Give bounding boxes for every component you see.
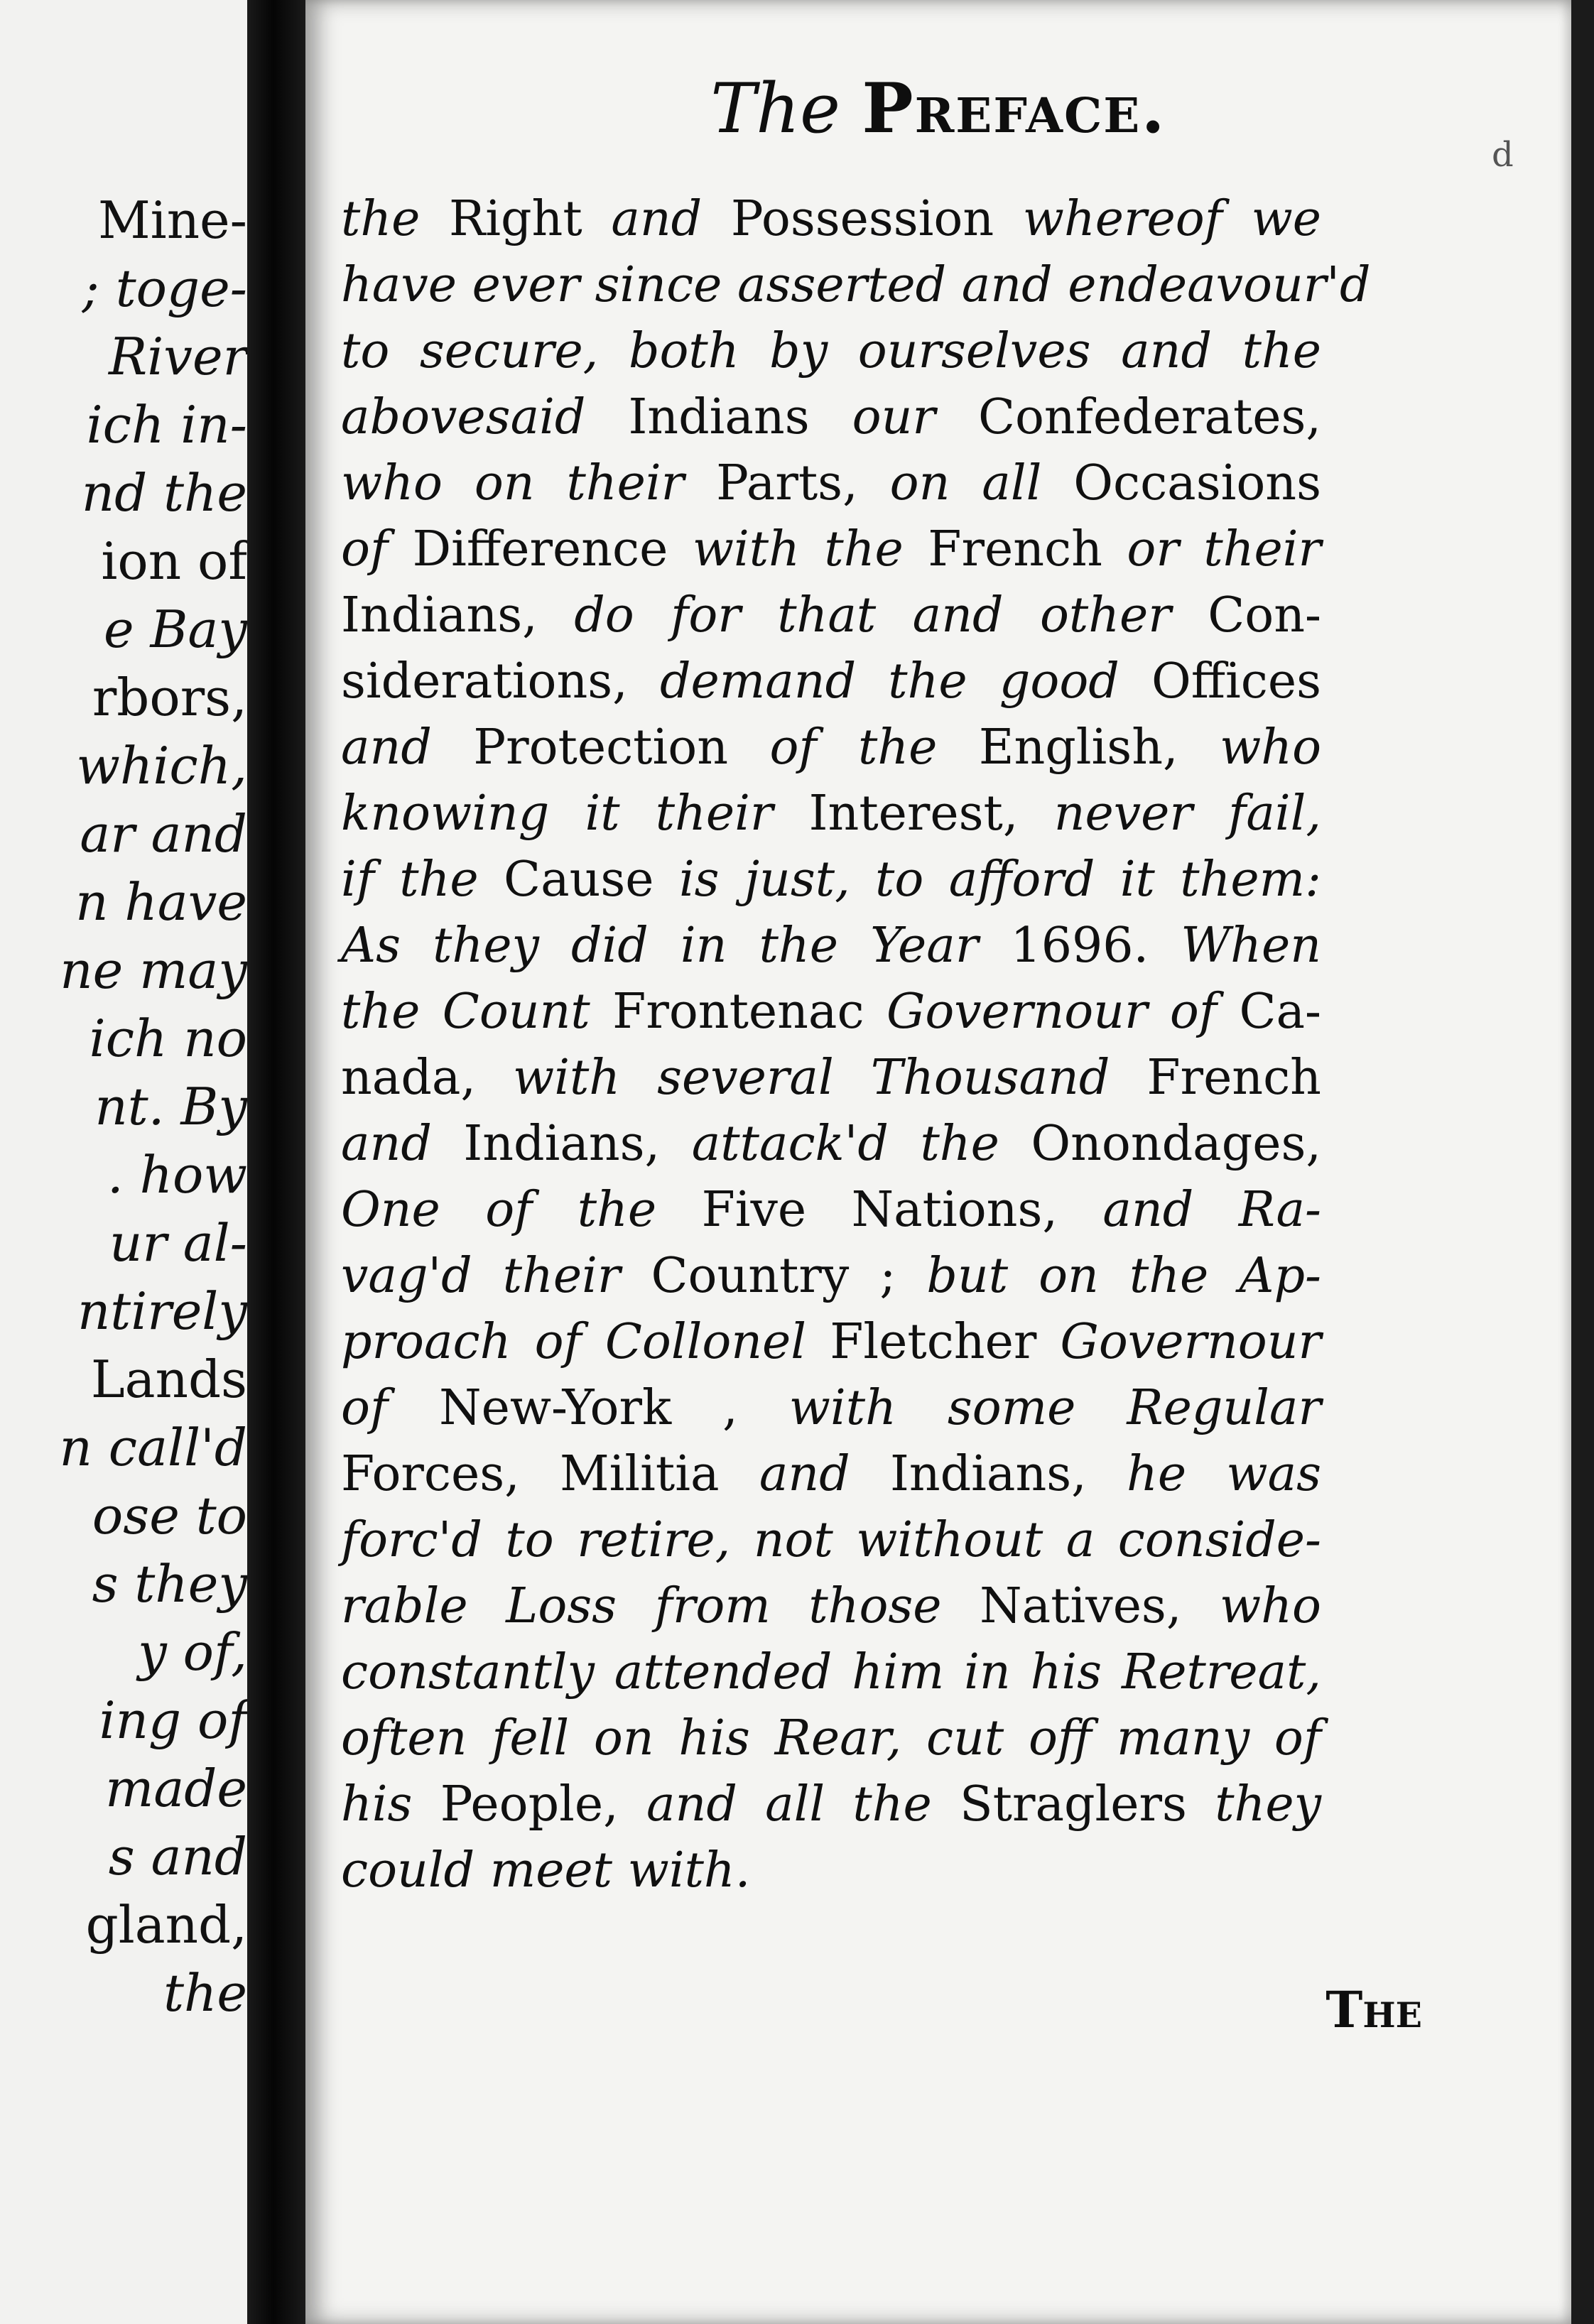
text-run: who on their [341,455,717,511]
text-run: he was [1127,1446,1322,1502]
previous-page-fragment [0,0,247,2324]
text-run: Indians [628,389,852,445]
text-run: Fletcher [830,1314,1061,1370]
text-run: often fell on his Rear, cut off many of [341,1710,1321,1766]
text-run: attack'd the [691,1116,1031,1172]
preface-page [305,0,1571,2324]
text-run: with the [692,521,928,577]
text-line [341,1837,1321,1904]
text-run: and Ra- [1102,1182,1321,1238]
left-page-line: nt. By [94,1077,247,1136]
text-run: English, [978,720,1220,776]
left-page-line: the [163,1963,247,2023]
text-line [341,979,1321,1045]
left-page-line: ntirely [77,1281,247,1341]
running-head [305,63,1571,155]
text-run: who [1220,720,1322,776]
text-run: knowing it their [341,786,809,842]
text-run: and [341,1116,464,1172]
text-line [341,1705,1321,1771]
text-run: Indians, [463,1116,692,1172]
text-line [341,1507,1321,1573]
text-run: demand the good [659,653,1151,710]
text-run: with some Regular [788,1380,1321,1436]
text-run: Straglers [960,1776,1215,1832]
text-line [341,516,1321,582]
left-page-line: . how [107,1145,247,1205]
text-run: forc'd to retire, not without a conside- [341,1512,1321,1568]
text-line [341,1771,1321,1837]
text-run: they [1215,1776,1321,1832]
text-line [341,252,1371,318]
left-page-line: made [105,1759,247,1818]
text-run: People, [440,1776,646,1832]
text-line [341,847,1321,913]
running-head-article: The [710,69,840,148]
text-run: Onondages, [1031,1116,1321,1172]
catchword: The [1325,1980,1422,2039]
text-run: rable Loss from those [341,1578,980,1634]
text-run: Governour [1060,1314,1321,1370]
text-run: his [341,1776,440,1832]
body-text [341,186,1371,1904]
text-line [341,781,1321,847]
text-run: have ever since asserted and endeavour'd [341,257,1371,313]
left-page-line: rbors, [92,668,247,727]
text-run: Country ; [651,1248,927,1304]
text-run: Frontenac [612,984,887,1040]
text-line [341,913,1321,979]
text-run: Protection [473,720,770,776]
text-line [341,1441,1321,1507]
text-line [341,1639,1321,1705]
text-run: vag'd their [341,1248,651,1304]
left-page-line: e Bay [103,599,247,659]
left-page-line: Mine- [97,190,247,250]
text-run: French [928,521,1127,577]
text-run: and all the [646,1776,960,1832]
left-page-line: ur al- [109,1213,247,1273]
text-line [341,1045,1321,1111]
text-line [341,582,1321,648]
text-run: Indians, [341,587,575,644]
book-gutter [247,0,305,2324]
left-page-line: which, [76,736,247,796]
text-run: siderations, [341,653,660,710]
text-line [341,648,1321,715]
text-run: Possession [730,191,1023,247]
text-line [341,1573,1321,1639]
left-page-line: s and [108,1827,247,1886]
text-run: never fail, [1053,786,1321,842]
text-run: Parts, [716,455,890,511]
text-run: proach of Collonel [341,1314,830,1370]
text-line [341,318,1321,384]
text-run: Con- [1208,587,1321,644]
left-page-line: ose to [92,1486,247,1546]
text-line [341,1111,1321,1177]
left-page-line: ich in- [86,395,247,455]
text-run: on all [889,455,1074,511]
text-run: constantly attended him in his Retreat, [341,1644,1321,1700]
text-run: whereof we [1022,191,1322,247]
text-run: our [852,389,978,445]
text-run: with several Thousand [513,1050,1147,1106]
text-run: Ca- [1239,984,1321,1040]
text-run: As they did in the Year [341,918,1011,974]
left-page-line: gland, [85,1895,247,1955]
margin-mark: d [1492,135,1514,175]
text-run: and [611,191,731,247]
left-page-line: n have [75,872,247,932]
text-run: abovesaid [341,389,629,445]
text-run: Forces, Militia [341,1446,759,1502]
text-run: the Count [341,984,613,1040]
text-run: One of the [341,1182,702,1238]
left-page-line: ing of [99,1690,247,1750]
left-page-line: ion of [101,531,247,591]
text-run: and [759,1446,890,1502]
text-run: Right [449,191,612,247]
left-page-line: ne may [60,940,247,1000]
text-run: do for that and other [574,587,1208,644]
text-run: is just, to afford it them: [678,852,1321,908]
text-run: New-York , [439,1380,789,1436]
text-run: and [341,720,474,776]
text-run: if the [341,852,504,908]
text-line [341,384,1321,450]
text-run: the [341,191,450,247]
text-run: who [1220,1578,1321,1634]
left-page-line: ar and [80,804,247,864]
text-line [341,1243,1321,1309]
text-run: Governour of [887,984,1240,1040]
running-head-title: Preface. [862,68,1166,148]
left-page-line: ; toge- [82,259,247,318]
text-run: Offices [1151,653,1322,710]
text-line [341,1309,1321,1375]
text-run: Five Nations, [701,1182,1103,1238]
text-run: Indians, [889,1446,1127,1502]
left-page-line: s they [92,1554,247,1614]
text-run: of the [769,720,979,776]
left-page-line: nd the [81,463,247,523]
text-run: Occasions [1073,455,1321,511]
text-line [341,1375,1321,1441]
text-run: or their [1127,521,1321,577]
text-line [341,186,1321,252]
text-run: of [341,1380,440,1436]
left-page-line: y of, [138,1622,247,1682]
text-run: nada, [341,1050,514,1106]
page-edge-shadow [1571,0,1594,2324]
left-page-line: n call'd [59,1418,247,1477]
left-page-line: Lands [90,1350,247,1409]
text-run: 1696. [1010,918,1181,974]
left-page-line: ich no [89,1009,247,1068]
text-run: French [1146,1050,1321,1106]
text-line [341,450,1321,516]
text-run: but on the Ap- [926,1248,1321,1304]
text-run: to secure, both by ourselves and the [341,323,1321,379]
text-run: Natives, [980,1578,1220,1634]
text-run: Confederates, [977,389,1322,445]
text-run: When [1181,918,1321,974]
left-page-line: River [109,327,247,386]
text-line [341,715,1321,781]
text-run: could meet with. [341,1842,751,1899]
text-run: Interest, [808,786,1054,842]
text-run: Difference [412,521,693,577]
text-run: Cause [504,852,679,908]
text-run: of [341,521,413,577]
text-line [341,1177,1321,1243]
